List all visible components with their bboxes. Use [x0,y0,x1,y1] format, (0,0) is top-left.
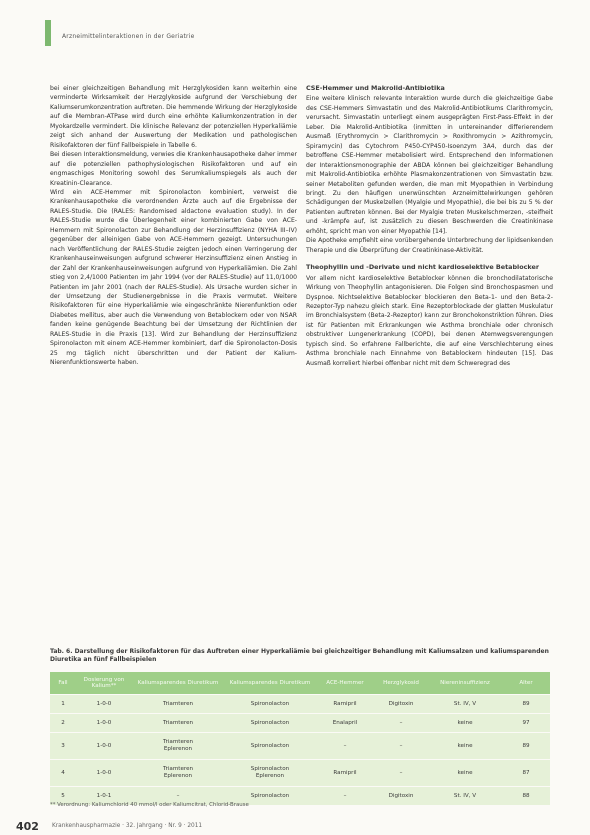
table-cell: Ramipril [316,695,374,714]
table-cell: keine [428,760,502,787]
table-cell: Digitoxin [374,787,428,806]
table-row [50,760,550,787]
page-number: 402 [16,820,39,833]
table-cell: 97 [502,714,550,733]
table-cell: – [316,733,374,760]
column-header: ACE-Hemmer [316,672,374,695]
journal-footer: Krankenhauspharmazie · 32. Jahrgang · Nr. 9 · 2011 [52,823,203,829]
table-cell: 1 [50,695,76,714]
table-cell: Spironolacton [224,695,316,714]
section-heading: Theophyllin und -Derivate und nicht kardioselektive Betablocker [306,263,539,272]
table-cell: Spironolacton [224,714,316,733]
table-cell: 1-0-0 [76,760,132,787]
paragraph: Eine weitere klinisch relevante Interaktion wurde durch die gleichzeitige Gabe des CSE-Hemmers Simvastatin und des Makrolid-Antibiotikums Clarithromycin, verursacht. Simvastatin unterliegt einem ausgeprägten First-Pass-Effekt in der Leber. Die Makrolid-Antibiotika (inmitten in untereinander differierendem Ausmaß (Erythromycin > Clarithromycin > Roxithromycin > Azithromycin, Spiramycin) das Cytochrom P450-CYP450-Isoenzym 3A4, durch das der betroffene CSE-Hemmer metabolisiert wird. Entsprechend den Informationen der Interaktionsmonographie der ABDA können bei gleichzeitiger Behandlung mit Makrolid-Antibiotika erhöhte Plasmakonzentrationen von Simvastatin bzw. seiner Metaboliten gefunden werden, die man mit Myopathien in Verbindung bringt. Zu den häufigen unerwünschten Arzneimittelwirkungen gehören Schädigungen der Muskelzellen (Myalgie und Myopathie), die bei bis zu 5 % der Patienten auftreten können. Bei der Myalgie treten Muskelschmerzen, -steifheit und -krämpfe auf, ist zusätzlich zu diesen Beschwerden die Creatinkinase erhöht, spricht man von einer Myopathie [14]. [306,95,553,235]
paragraph: Die Apotheke empfiehlt eine vorübergehende Unterbrechung der lipidsenkenden Therapie und die Überprüfung der Creatinkinase-Aktivität. [306,237,553,254]
table-cell: Triamteren [132,695,224,714]
column-header: Niereninsuffizienz [428,672,502,695]
table-cell: 89 [502,695,550,714]
left-column [50,84,297,368]
paragraph: Bei diesen Interaktionsmeldung, verwies die Krankenhausapotheke daher immer auf die potenziellen pathophysiologischen Risikofaktoren und auf ein engmaschiges Monitoring sowohl des Serumkaliumspiegels als auch der Kreatinin-Clearance. [50,151,297,187]
table-cell: Spironolacton [224,787,316,806]
running-header: Arzneimittelinteraktionen in der Geriatrie [62,33,195,40]
table-cell: St. IV, V [428,787,502,806]
table-cell: 5 [50,787,76,806]
table-cell: – [316,787,374,806]
paragraph: Vor allem nicht kardioselektive Betablocker können die bronchodilatatorische Wirkung von Theophyllin antagonisieren. Die Folgen sind Bronchospasmen und Dyspnoe. Nichtselektive Betablocker blockieren den Beta-1- und den Beta-2-Rezeptor-Typ nahezu gleich stark. Eine Rezeptorblockade der glatten Muskulatur im Bronchialsystem (Beta-2-Rezeptor) kann zur Bronchokonstriktion führen. Dies ist für Patienten mit Erkrankungen wie Asthma bronchiale oder chronisch obstruktiver Lungenerkrankung (COPD), bei denen Atemwegsverengungen typisch sind. So erfahrene Fallberichte, die auf eine Verschlechterung eines Asthma bronchiale nach Einnahme von Betablockern hindeuten [15]. Das Ausmaß korreliert hierbei offenbar nicht mit dem Schweregrad des [306,274,553,367]
table-cell: Spironolacton Eplerenon [224,760,316,787]
table-cell: 89 [502,733,550,760]
table-cell: 2 [50,714,76,733]
column-header: Dosierung von Kalium** [76,672,132,695]
table-row [50,695,550,714]
table-cell: 3 [50,733,76,760]
table-cell: – [374,760,428,787]
table-cell: Spironolacton [224,733,316,760]
table-cell: keine [428,714,502,733]
table-cell: 87 [502,760,550,787]
table-row [50,733,550,760]
table-cell: Triamteren Eplerenon [132,733,224,760]
column-header: Kaliumsparendes Diuretikum [224,672,316,695]
paragraph: bei einer gleichzeitigen Behandlung mit Herzglykosiden kann weiterhin eine verminderte Wirksamkeit der Herzglykoside aufgrund der Verschiebung der Kaliumserumkonzentration auftreten. Die hemmende Wirkung der Herzglykoside auf die Membran-ATPase wird durch eine erhöhte Kaliumkonzentration in der Myokardzelle vermindert. Die klinische Relevanz der potenziellen Hyperkaliämie zeigt sich anhand der Auswertung der Medikation und pathologischen Risikofaktoren der fünf Fallbeispiele in Tabelle 6. [50,85,297,149]
table-cell: Ramipril [316,760,374,787]
table-footnote: ** Verordnung: Kaliumchlorid 40 mmol/l oder Kaliumcitrat, Chlorid-Brause [50,802,249,808]
column-header: Kaliumsparendes Diuretikum [132,672,224,695]
section-heading: CSE-Hemmer und Makrolid-Antibiotika [306,84,445,92]
table-cell: 88 [502,787,550,806]
table-cell: Triamteren Eplerenon [132,760,224,787]
column-header: Fall [50,672,76,695]
table-cell: – [374,714,428,733]
column-header: Alter [502,672,550,695]
table-cell: St. IV, V [428,695,502,714]
table-cell: 1-0-1 [76,787,132,806]
table-cell: 1-0-0 [76,733,132,760]
table-cell: 4 [50,760,76,787]
table-cell: 1-0-0 [76,714,132,733]
column-header: Herzglykosid [374,672,428,695]
table-cell: – [374,733,428,760]
right-column [306,84,553,368]
table-cell: Enalapril [316,714,374,733]
table-cell: Digitoxin [374,695,428,714]
table-cell: keine [428,733,502,760]
table-cell: 1-0-0 [76,695,132,714]
paragraph: Wird ein ACE-Hemmer mit Spironolacton kombiniert, verweist die Krankenhausapotheke die verordnenden Ärzte auch auf die Ergebnisse der RALES-Studie. Die (RALES: Randomised aldactone evaluation study). In der RALES-Studie wurde die Überlegenheit einer kombinierten Gabe von ACE-Hemmern mit Spironolacton zur Behandlung der Herzinsuffizienz (NYHA III–IV) gegenüber der alleinigen Gabe von ACE-Hemmern gezeigt. Untersuchungen nach Veröffentlichung der RALES-Studie zeigten jedoch einen Verringerung der Krankenhauseinweisungen aufgrund schwerer Herzinsuffizienz einen Anstieg in der Zahl der Krankenhauseinweisungen aufgrund von Hyperkaliämien. Die Zahl stieg von 2,4/1000 Patienten im Jahr 1994 (vor der RALES-Studie) auf 11,0/1000 Patienten im Jahr 2001 (nach der RALES-Studie). Als Ursache wurden sicher in der Umsetzung der Studienergebnisse in die Praxis vermutet. Weitere Risikofaktoren für eine Hyperkaliämie wie eingeschränkte Nierenfunktion oder Diabetes mellitus, aber auch die Verwendung von Betablockern oder von NSAR fanden keine genügende Beachtung bei der Umsetzung der Richtlinien der RALES-Studie in die Praxis [13]. Wird zur Behandlung der Herzinsuffizienz Spironolacton mit einem ACE-Hemmer kombiniert, darf die Spironolacton-Dosis 25 mg täglich nicht überschritten und der Patient der Kalium-Nierenfunktionswerte haben. [50,188,297,367]
table-cell: – [132,787,224,806]
table-header-row [50,672,550,695]
table-caption: Tab. 6. Darstellung der Risikofaktoren für das Auftreten einer Hyperkaliämie bei gleichzeitiger Behandlung mit Kaliumsalzen und kaliumsparenden Diuretika an fünf Fallbeispielen [50,648,549,664]
table-row [50,714,550,733]
risk-factor-table [50,672,550,805]
table-cell: Triamteren [132,714,224,733]
header-accent-bar [45,20,51,46]
